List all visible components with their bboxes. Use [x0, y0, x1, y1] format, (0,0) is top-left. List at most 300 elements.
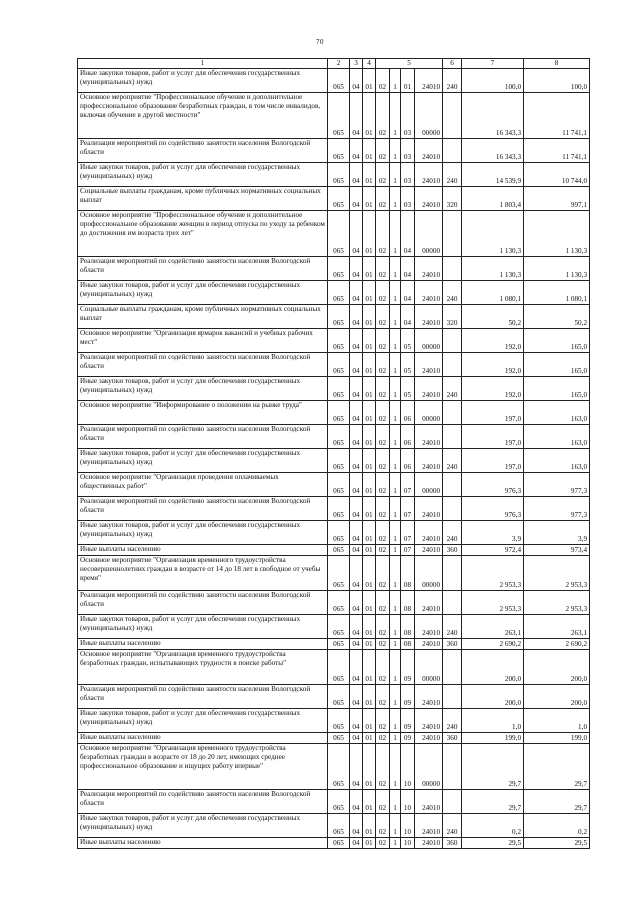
- amount-col7-cell: 200,0: [462, 685, 524, 709]
- direction-code-cell: 00000: [415, 401, 443, 425]
- row-name-cell: Реализация мероприятий по содействию занятости населения Вологодской области: [78, 685, 328, 709]
- subsection-code-cell: 01: [363, 709, 376, 733]
- row-name-cell: Основное мероприятие "Информирование о положении на рынке труда": [78, 401, 328, 425]
- activity-code-cell: 05: [401, 377, 415, 401]
- direction-code-cell: 24010: [415, 685, 443, 709]
- subprogram-code-cell: 1: [390, 497, 401, 521]
- amount-col7-cell: 14 539,9: [462, 163, 524, 187]
- program-code-cell: 02: [376, 838, 390, 849]
- row-name-cell: Основное мероприятие "Организация временного трудоустройства несовершеннолетних граждан в возрасте от 14 до 18 лет в свободное от учебы время": [78, 556, 328, 591]
- expense-type-cell: 240: [443, 814, 462, 838]
- section-code-cell: 04: [350, 305, 363, 329]
- activity-code-cell: 05: [401, 353, 415, 377]
- program-code-cell: 02: [376, 591, 390, 615]
- activity-code-cell: 08: [401, 639, 415, 650]
- section-code-cell: 04: [350, 639, 363, 650]
- section-code-cell: 04: [350, 257, 363, 281]
- header-col-3: 3: [350, 59, 363, 69]
- subsection-code-cell: 01: [363, 685, 376, 709]
- row-name-cell: Иные выплаты населению: [78, 639, 328, 650]
- section-code-cell: 04: [350, 650, 363, 685]
- table-row: [78, 69, 590, 93]
- activity-code-cell: 07: [401, 473, 415, 497]
- subprogram-code-cell: 1: [390, 187, 401, 211]
- amount-col8-cell: 163,0: [524, 425, 590, 449]
- direction-code-cell: 24010: [415, 521, 443, 545]
- direction-code-cell: 00000: [415, 93, 443, 139]
- row-name-cell: Иные закупки товаров, работ и услуг для обеспечения государственных (муниципальных) нужд: [78, 163, 328, 187]
- table-row: [78, 838, 590, 849]
- expense-type-cell: 360: [443, 639, 462, 650]
- subsection-code-cell: 01: [363, 329, 376, 353]
- program-code-cell: 02: [376, 814, 390, 838]
- row-name-cell: Реализация мероприятий по содействию занятости населения Вологодской области: [78, 497, 328, 521]
- expense-type-cell: 360: [443, 545, 462, 556]
- program-code-cell: 02: [376, 69, 390, 93]
- amount-col7-cell: 972,4: [462, 545, 524, 556]
- expense-type-cell: [443, 650, 462, 685]
- admin-code-cell: 065: [328, 449, 350, 473]
- direction-code-cell: 00000: [415, 473, 443, 497]
- subsection-code-cell: 01: [363, 615, 376, 639]
- subprogram-code-cell: 1: [390, 814, 401, 838]
- activity-code-cell: 10: [401, 744, 415, 790]
- admin-code-cell: 065: [328, 377, 350, 401]
- header-col-2: 2: [328, 59, 350, 69]
- row-name-cell: Иные закупки товаров, работ и услуг для обеспечения государственных (муниципальных) нужд: [78, 814, 328, 838]
- subprogram-code-cell: 1: [390, 377, 401, 401]
- expense-type-cell: [443, 257, 462, 281]
- table-row: [78, 473, 590, 497]
- subsection-code-cell: 01: [363, 591, 376, 615]
- subsection-code-cell: 01: [363, 163, 376, 187]
- direction-code-cell: 24010: [415, 814, 443, 838]
- expense-type-cell: 240: [443, 377, 462, 401]
- subprogram-code-cell: 1: [390, 305, 401, 329]
- amount-col7-cell: 16 343,3: [462, 93, 524, 139]
- amount-col7-cell: 29,7: [462, 790, 524, 814]
- activity-code-cell: 03: [401, 163, 415, 187]
- amount-col8-cell: 11 741,1: [524, 93, 590, 139]
- table-row: [78, 305, 590, 329]
- amount-col8-cell: 199,0: [524, 733, 590, 744]
- expense-type-cell: 240: [443, 709, 462, 733]
- subprogram-code-cell: 1: [390, 139, 401, 163]
- admin-code-cell: 065: [328, 353, 350, 377]
- table-header-row: [78, 59, 590, 69]
- amount-col7-cell: 0,2: [462, 814, 524, 838]
- admin-code-cell: 065: [328, 521, 350, 545]
- amount-col7-cell: 199,0: [462, 733, 524, 744]
- subsection-code-cell: 01: [363, 733, 376, 744]
- table-row: [78, 709, 590, 733]
- row-name-cell: Основное мероприятие "Организация временного трудоустройства безработных граждан, испытывающих трудности в поиске работы": [78, 650, 328, 685]
- expense-type-cell: 320: [443, 305, 462, 329]
- table-row: [78, 556, 590, 591]
- subprogram-code-cell: 1: [390, 650, 401, 685]
- header-col-6: 6: [443, 59, 462, 69]
- section-code-cell: 04: [350, 497, 363, 521]
- subsection-code-cell: 01: [363, 211, 376, 257]
- program-code-cell: 02: [376, 790, 390, 814]
- amount-col7-cell: 197,0: [462, 401, 524, 425]
- subprogram-code-cell: 1: [390, 545, 401, 556]
- amount-col7-cell: 100,0: [462, 69, 524, 93]
- activity-code-cell: 09: [401, 685, 415, 709]
- admin-code-cell: 065: [328, 281, 350, 305]
- amount-col7-cell: 1 803,4: [462, 187, 524, 211]
- amount-col7-cell: 263,1: [462, 615, 524, 639]
- activity-code-cell: 08: [401, 615, 415, 639]
- section-code-cell: 04: [350, 545, 363, 556]
- subprogram-code-cell: 1: [390, 473, 401, 497]
- amount-col8-cell: 973,4: [524, 545, 590, 556]
- row-name-cell: Основное мероприятие "Профессиональное обучение и дополнительное профессиональное образование женщин в период отпуска по уходу за ребенком до достижения им возраста трех лет": [78, 211, 328, 257]
- table-row: [78, 211, 590, 257]
- amount-col8-cell: 29,7: [524, 790, 590, 814]
- activity-code-cell: 03: [401, 93, 415, 139]
- section-code-cell: 04: [350, 556, 363, 591]
- row-name-cell: Основное мероприятие "Организация проведения оплачиваемых общественных работ": [78, 473, 328, 497]
- amount-col7-cell: 1 130,3: [462, 257, 524, 281]
- subsection-code-cell: 01: [363, 93, 376, 139]
- subsection-code-cell: 01: [363, 281, 376, 305]
- section-code-cell: 04: [350, 329, 363, 353]
- program-code-cell: 02: [376, 329, 390, 353]
- table-row: [78, 139, 590, 163]
- program-code-cell: 02: [376, 377, 390, 401]
- admin-code-cell: 065: [328, 163, 350, 187]
- expense-type-cell: [443, 401, 462, 425]
- direction-code-cell: 24010: [415, 139, 443, 163]
- section-code-cell: 04: [350, 709, 363, 733]
- direction-code-cell: 24010: [415, 709, 443, 733]
- admin-code-cell: 065: [328, 650, 350, 685]
- amount-col7-cell: 1 130,3: [462, 211, 524, 257]
- direction-code-cell: 24010: [415, 425, 443, 449]
- program-code-cell: 02: [376, 211, 390, 257]
- table-row: [78, 449, 590, 473]
- subprogram-code-cell: 1: [390, 211, 401, 257]
- table-row: [78, 615, 590, 639]
- activity-code-cell: 07: [401, 545, 415, 556]
- amount-col7-cell: 2 953,3: [462, 556, 524, 591]
- subsection-code-cell: 01: [363, 473, 376, 497]
- section-code-cell: 04: [350, 615, 363, 639]
- program-code-cell: 02: [376, 733, 390, 744]
- program-code-cell: 02: [376, 639, 390, 650]
- activity-code-cell: 06: [401, 425, 415, 449]
- amount-col7-cell: 29,7: [462, 744, 524, 790]
- program-code-cell: 02: [376, 744, 390, 790]
- section-code-cell: 04: [350, 449, 363, 473]
- direction-code-cell: 00000: [415, 211, 443, 257]
- admin-code-cell: 065: [328, 790, 350, 814]
- admin-code-cell: 065: [328, 545, 350, 556]
- expense-type-cell: [443, 744, 462, 790]
- subprogram-code-cell: 1: [390, 790, 401, 814]
- admin-code-cell: 065: [328, 556, 350, 591]
- amount-col8-cell: 11 741,1: [524, 139, 590, 163]
- amount-col8-cell: 29,7: [524, 744, 590, 790]
- program-code-cell: 02: [376, 93, 390, 139]
- amount-col7-cell: 16 343,3: [462, 139, 524, 163]
- amount-col7-cell: 50,2: [462, 305, 524, 329]
- program-code-cell: 02: [376, 497, 390, 521]
- direction-code-cell: 00000: [415, 329, 443, 353]
- subprogram-code-cell: 1: [390, 556, 401, 591]
- table-row: [78, 545, 590, 556]
- amount-col8-cell: 50,2: [524, 305, 590, 329]
- section-code-cell: 04: [350, 685, 363, 709]
- section-code-cell: 04: [350, 591, 363, 615]
- amount-col8-cell: 163,0: [524, 401, 590, 425]
- subsection-code-cell: 01: [363, 790, 376, 814]
- row-name-cell: Основное мероприятие "Профессиональное обучение и дополнительное профессиональное образование безработных граждан, в том числе инвалидов, включая обучение в другой местности": [78, 93, 328, 139]
- subprogram-code-cell: 1: [390, 639, 401, 650]
- activity-code-cell: 04: [401, 211, 415, 257]
- subprogram-code-cell: 1: [390, 591, 401, 615]
- program-code-cell: 02: [376, 401, 390, 425]
- activity-code-cell: 09: [401, 709, 415, 733]
- section-code-cell: 04: [350, 473, 363, 497]
- amount-col8-cell: 1 080,1: [524, 281, 590, 305]
- subsection-code-cell: 01: [363, 521, 376, 545]
- subprogram-code-cell: 1: [390, 401, 401, 425]
- amount-col7-cell: 197,0: [462, 449, 524, 473]
- expense-type-cell: 240: [443, 449, 462, 473]
- section-code-cell: 04: [350, 353, 363, 377]
- expense-type-cell: [443, 139, 462, 163]
- direction-code-cell: 24010: [415, 163, 443, 187]
- admin-code-cell: 065: [328, 305, 350, 329]
- amount-col8-cell: 263,1: [524, 615, 590, 639]
- activity-code-cell: 04: [401, 281, 415, 305]
- admin-code-cell: 065: [328, 639, 350, 650]
- program-code-cell: 02: [376, 473, 390, 497]
- activity-code-cell: 04: [401, 305, 415, 329]
- amount-col7-cell: 192,0: [462, 329, 524, 353]
- subsection-code-cell: 01: [363, 639, 376, 650]
- admin-code-cell: 065: [328, 139, 350, 163]
- subprogram-code-cell: 1: [390, 449, 401, 473]
- expense-type-cell: [443, 685, 462, 709]
- amount-col8-cell: 1,0: [524, 709, 590, 733]
- program-code-cell: 02: [376, 556, 390, 591]
- amount-col7-cell: 1,0: [462, 709, 524, 733]
- direction-code-cell: 00000: [415, 650, 443, 685]
- row-name-cell: Иные выплаты населению: [78, 545, 328, 556]
- row-name-cell: Иные закупки товаров, работ и услуг для обеспечения государственных (муниципальных) нужд: [78, 281, 328, 305]
- row-name-cell: Иные закупки товаров, работ и услуг для обеспечения государственных (муниципальных) нужд: [78, 615, 328, 639]
- table-row: [78, 187, 590, 211]
- amount-col7-cell: 976,3: [462, 497, 524, 521]
- admin-code-cell: 065: [328, 187, 350, 211]
- header-col-7: 7: [462, 59, 524, 69]
- direction-code-cell: 24010: [415, 377, 443, 401]
- subprogram-code-cell: 1: [390, 163, 401, 187]
- expense-type-cell: [443, 93, 462, 139]
- amount-col8-cell: 165,0: [524, 329, 590, 353]
- table-row: [78, 639, 590, 650]
- expense-type-cell: [443, 353, 462, 377]
- section-code-cell: 04: [350, 733, 363, 744]
- admin-code-cell: 065: [328, 69, 350, 93]
- program-code-cell: 02: [376, 353, 390, 377]
- expense-type-cell: [443, 591, 462, 615]
- direction-code-cell: 24010: [415, 733, 443, 744]
- table-row: [78, 650, 590, 685]
- subprogram-code-cell: 1: [390, 69, 401, 93]
- row-name-cell: Основное мероприятие "Организация временного трудоустройства безработных граждан в возрасте от 18 до 20 лет, имеющих среднее профессиональное образование и ищущих работу впервые": [78, 744, 328, 790]
- direction-code-cell: 24010: [415, 281, 443, 305]
- header-col-4: 4: [363, 59, 376, 69]
- direction-code-cell: 24010: [415, 497, 443, 521]
- subprogram-code-cell: 1: [390, 521, 401, 545]
- table-row: [78, 425, 590, 449]
- row-name-cell: Реализация мероприятий по содействию занятости населения Вологодской области: [78, 591, 328, 615]
- admin-code-cell: 065: [328, 497, 350, 521]
- row-name-cell: Иные закупки товаров, работ и услуг для обеспечения государственных (муниципальных) нужд: [78, 69, 328, 93]
- subsection-code-cell: 01: [363, 353, 376, 377]
- row-name-cell: Реализация мероприятий по содействию занятости населения Вологодской области: [78, 257, 328, 281]
- program-code-cell: 02: [376, 615, 390, 639]
- program-code-cell: 02: [376, 709, 390, 733]
- table-row: [78, 790, 590, 814]
- amount-col7-cell: 197,0: [462, 425, 524, 449]
- subsection-code-cell: 01: [363, 377, 376, 401]
- amount-col8-cell: 165,0: [524, 377, 590, 401]
- row-name-cell: Иные закупки товаров, работ и услуг для обеспечения государственных (муниципальных) нужд: [78, 449, 328, 473]
- activity-code-cell: 06: [401, 449, 415, 473]
- table-row: [78, 685, 590, 709]
- subprogram-code-cell: 1: [390, 93, 401, 139]
- subsection-code-cell: 01: [363, 545, 376, 556]
- table-row: [78, 329, 590, 353]
- expense-type-cell: [443, 497, 462, 521]
- expense-type-cell: [443, 425, 462, 449]
- subsection-code-cell: 01: [363, 449, 376, 473]
- activity-code-cell: 09: [401, 733, 415, 744]
- section-code-cell: 04: [350, 163, 363, 187]
- subprogram-code-cell: 1: [390, 685, 401, 709]
- program-code-cell: 02: [376, 545, 390, 556]
- amount-col8-cell: 1 130,3: [524, 211, 590, 257]
- admin-code-cell: 065: [328, 425, 350, 449]
- direction-code-cell: 24010: [415, 353, 443, 377]
- direction-code-cell: 24010: [415, 639, 443, 650]
- budget-table: [77, 58, 590, 849]
- admin-code-cell: 065: [328, 401, 350, 425]
- amount-col7-cell: 2 953,3: [462, 591, 524, 615]
- amount-col8-cell: 200,0: [524, 685, 590, 709]
- admin-code-cell: 065: [328, 744, 350, 790]
- subsection-code-cell: 01: [363, 69, 376, 93]
- table-row: [78, 377, 590, 401]
- row-name-cell: Социальные выплаты гражданам, кроме публичных нормативных социальных выплат: [78, 305, 328, 329]
- expense-type-cell: 240: [443, 69, 462, 93]
- section-code-cell: 04: [350, 814, 363, 838]
- section-code-cell: 04: [350, 790, 363, 814]
- amount-col8-cell: 2 690,2: [524, 639, 590, 650]
- section-code-cell: 04: [350, 139, 363, 163]
- row-name-cell: Иные выплаты населению: [78, 838, 328, 849]
- amount-col7-cell: 29,5: [462, 838, 524, 849]
- amount-col8-cell: 977,3: [524, 497, 590, 521]
- admin-code-cell: 065: [328, 733, 350, 744]
- amount-col7-cell: 192,0: [462, 377, 524, 401]
- subsection-code-cell: 01: [363, 497, 376, 521]
- amount-col8-cell: 29,5: [524, 838, 590, 849]
- direction-code-cell: 24010: [415, 449, 443, 473]
- row-name-cell: Основное мероприятие "Организация ярмарок вакансий и учебных рабочих мест": [78, 329, 328, 353]
- table-body: [78, 69, 590, 849]
- subprogram-code-cell: 1: [390, 353, 401, 377]
- table-row: [78, 814, 590, 838]
- expense-type-cell: [443, 473, 462, 497]
- table-row: [78, 353, 590, 377]
- section-code-cell: 04: [350, 521, 363, 545]
- subprogram-code-cell: 1: [390, 709, 401, 733]
- section-code-cell: 04: [350, 401, 363, 425]
- table-row: [78, 281, 590, 305]
- header-col-5: 5: [376, 59, 443, 69]
- amount-col7-cell: 200,0: [462, 650, 524, 685]
- admin-code-cell: 065: [328, 709, 350, 733]
- subprogram-code-cell: 1: [390, 329, 401, 353]
- row-name-cell: Иные закупки товаров, работ и услуг для обеспечения государственных (муниципальных) нужд: [78, 709, 328, 733]
- activity-code-cell: 09: [401, 650, 415, 685]
- expense-type-cell: 240: [443, 521, 462, 545]
- amount-col8-cell: 100,0: [524, 69, 590, 93]
- admin-code-cell: 065: [328, 329, 350, 353]
- section-code-cell: 04: [350, 838, 363, 849]
- subsection-code-cell: 01: [363, 401, 376, 425]
- program-code-cell: 02: [376, 187, 390, 211]
- expense-type-cell: 240: [443, 163, 462, 187]
- amount-col8-cell: 200,0: [524, 650, 590, 685]
- row-name-cell: Реализация мероприятий по содействию занятости населения Вологодской области: [78, 353, 328, 377]
- program-code-cell: 02: [376, 163, 390, 187]
- subsection-code-cell: 01: [363, 556, 376, 591]
- amount-col7-cell: 3,9: [462, 521, 524, 545]
- program-code-cell: 02: [376, 281, 390, 305]
- expense-type-cell: 240: [443, 615, 462, 639]
- section-code-cell: 04: [350, 281, 363, 305]
- table-row: [78, 497, 590, 521]
- direction-code-cell: 24010: [415, 838, 443, 849]
- activity-code-cell: 07: [401, 497, 415, 521]
- expense-type-cell: [443, 556, 462, 591]
- subprogram-code-cell: 1: [390, 744, 401, 790]
- table-row: [78, 591, 590, 615]
- activity-code-cell: 10: [401, 814, 415, 838]
- expense-type-cell: 240: [443, 281, 462, 305]
- program-code-cell: 02: [376, 685, 390, 709]
- admin-code-cell: 065: [328, 814, 350, 838]
- admin-code-cell: 065: [328, 257, 350, 281]
- amount-col7-cell: 1 080,1: [462, 281, 524, 305]
- admin-code-cell: 065: [328, 473, 350, 497]
- row-name-cell: Реализация мероприятий по содействию занятости населения Вологодской области: [78, 425, 328, 449]
- table-row: [78, 163, 590, 187]
- amount-col8-cell: 1 130,3: [524, 257, 590, 281]
- admin-code-cell: 065: [328, 591, 350, 615]
- activity-code-cell: 10: [401, 838, 415, 849]
- row-name-cell: Социальные выплаты гражданам, кроме публичных нормативных социальных выплат: [78, 187, 328, 211]
- section-code-cell: 04: [350, 211, 363, 257]
- section-code-cell: 04: [350, 187, 363, 211]
